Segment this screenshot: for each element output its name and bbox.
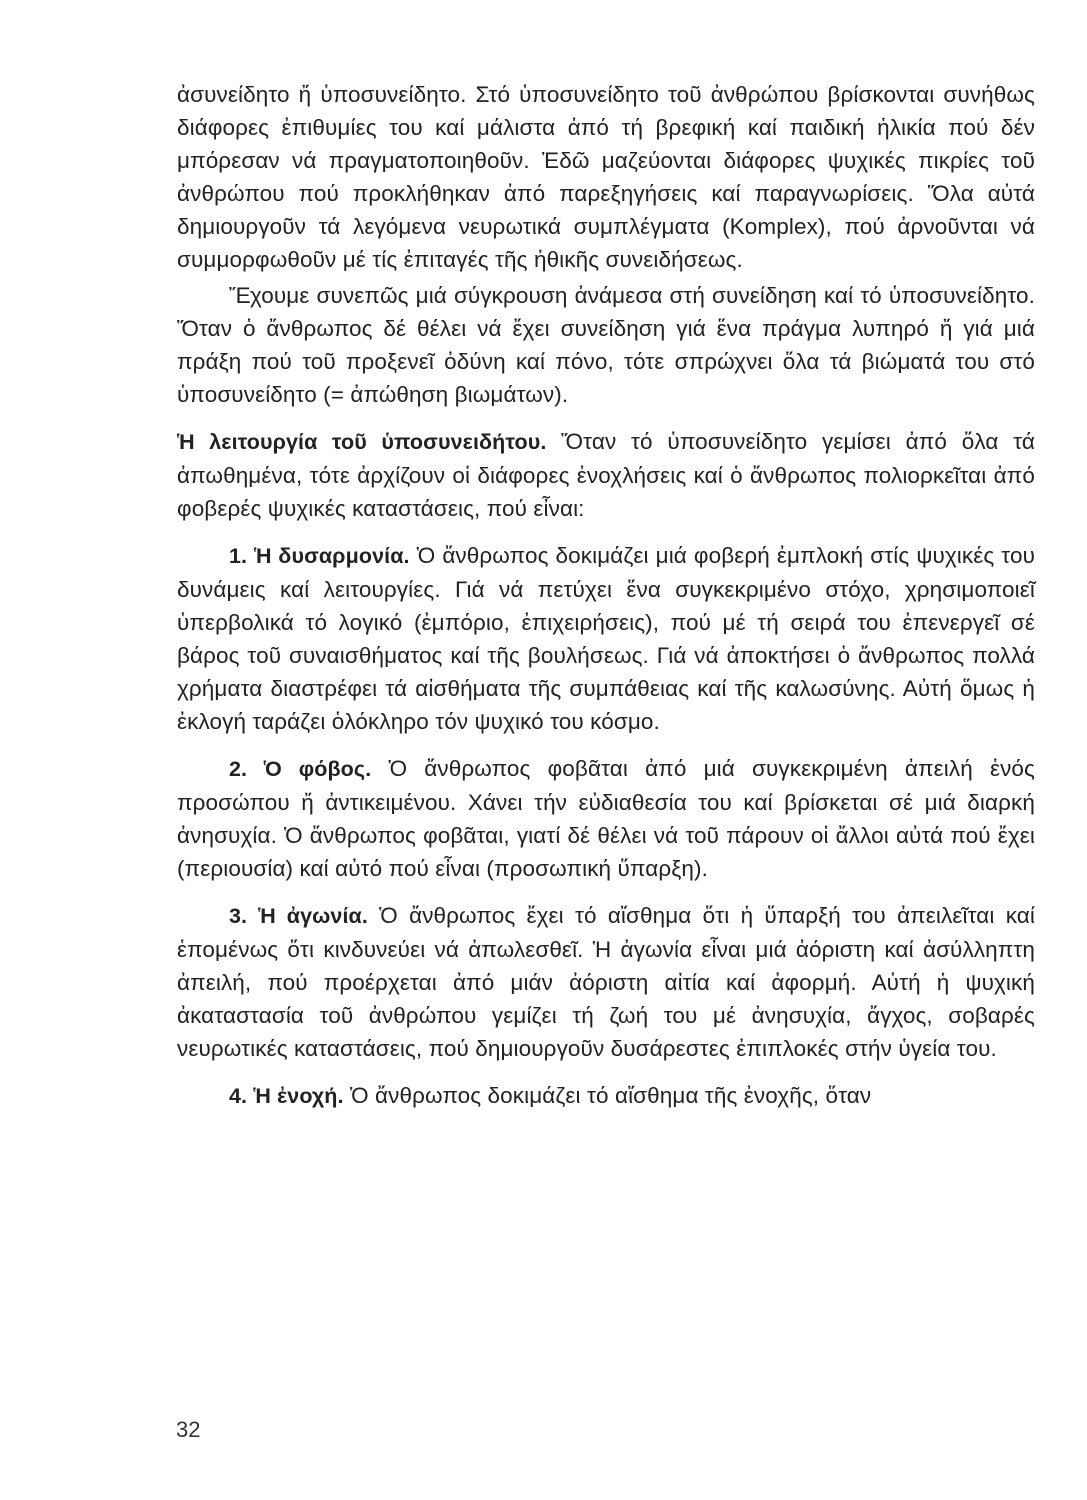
function-text: Ὅταν τό ὑποσυνείδητο γεμίσει ἀπό ὅλα τά ἀπωθημένα, τότε ἀρχίζουν οἱ διάφορες ἐνοχλήσεις καί ὁ ἄνθρωπος πολιορκεῖται ἀπό φοβερές ψυχικές καταστάσεις, πού εἶναι: bbox=[177, 429, 1035, 521]
item-enochi bbox=[177, 1079, 1035, 1113]
item-dysarmonia-text: Ὁ ἄνθρωπος δοκιμάζει μιά φοβερή ἐμπλοκή στίς ψυχικές του δυνάμεις καί λειτουργίες. Γιά νά πετύχει ἕνα συγκεκριμένο στόχο, χρησιμοποιεῖ ὑπερβολικά τό λογικό (ἐμπόριο, ἐπιχειρήσεις), πού μέ τή σειρά του ἐπενεργεῖ σέ βάρος τοῦ συναισθήματος καί τῆς βουλήσεως. Γιά νά ἀποκτήσει ὁ ἄνθρωπος πολλά χρήματα διαστρέφει τά αἰσθήματα τῆς συμπάθειας καί τῆς καλωσύνης. Αὐτή ὅμως ἡ ἐκλογή ταράζει ὁλόκληρο τόν ψυχικό του κόσμο. bbox=[177, 543, 1035, 734]
item-agonia-text: Ὁ ἄνθρωπος ἔχει τό αἴσθημα ὅτι ἡ ὕπαρξή του ἀπειλεῖται καί ἑπομένως ὅτι κινδυνεύει νά ἀπωλεσθεῖ. Ἡ ἀγωνία εἶναι μιά ἀόριστη καί ἀσύλληπτη ἀπειλή, πού προέρχεται ἀπό μιάν ἀόριστη αἰτία καί ἀφορμή. Αὐτή ἡ ψυχική ἀκαταστασία τοῦ ἀνθρώπου γεμίζει τή ζωή του μέ ἀνησυχία, ἄγχος, σοβαρές νευρωτικές καταστάσεις, πού δημιουργοῦν δυσάρεστες ἐπιπλοκές στήν ὑγεία του. bbox=[177, 903, 1035, 1061]
page-number: 32 bbox=[176, 1417, 201, 1442]
item-agonia bbox=[177, 899, 1035, 1065]
item-fobos-text: Ὁ ἄνθρωπος φοβᾶται ἀπό μιά συγκεκριμένη ἀπειλή ἑνός προσώπου ἤ ἀντικειμένου. Χάνει τήν εὐδιαθεσία του καί βρίσκεται σέ μιά διαρκή ἀνησυχία. Ὁ ἄνθρωπος φοβᾶται, γιατί δέ θέλει νά τοῦ πάρουν οἱ ἄλλοι αὐτά πού ἔχει (περιουσία) καί αὐτό πού εἶναι (προσωπική ὕπαρξη). bbox=[177, 756, 1035, 881]
item-fobos-heading: 2. Ὁ φόβος. bbox=[229, 757, 372, 781]
page-body bbox=[177, 78, 1035, 1113]
intro-paragraph-2: Ἔχουμε συνεπῶς μιά σύγκρουση ἀνάμεσα στή συνείδηση καί τό ὑποσυνείδητο. Ὅταν ὁ ἄνθρωπος δέ θέλει νά ἔχει συνείδηση γιά ἕνα πράγμα λυπηρό ἤ γιά μιά πράξη πού τοῦ προξενεῖ ὀδύνη καί πόνο, τότε σπρώχνει ὅλα τά βιώματά του στό ὑποσυνείδητο (= ἀπώθηση βιωμάτων). bbox=[177, 283, 1035, 407]
item-dysarmonia bbox=[177, 539, 1035, 738]
intro-paragraph-1: ἀσυνείδητο ἤ ὑποσυνείδητο. Στό ὑποσυνείδητο τοῦ ἀνθρώπου βρίσκονται συνήθως διάφορες ἐπιθυμίες του καί μάλιστα ἀπό τή βρεφική καί παιδική ἡλικία πού δέν μπόρεσαν νά πραγματοποιηθοῦν. Ἐδῶ μαζεύονται διάφορες ψυχικές πικρίες τοῦ ἀνθρώπου πού προκλήθηκαν ἀπό παρεξηγήσεις καί παραγνωρίσεις. Ὅλα αὐτά δημιουργοῦν τά λεγόμενα νευρωτικά συμπλέγματα (Komplex), πού ἀρνοῦνται νά συμμορφωθοῦν μέ τίς ἐπιταγές τῆς ἠθικῆς συνειδήσεως. bbox=[177, 82, 1035, 272]
item-agonia-heading: 3. Ἡ ἀγωνία. bbox=[229, 904, 368, 928]
item-enochi-text: Ὁ ἄνθρωπος δοκιμάζει τό αἴσθημα τῆς ἐνοχῆς, ὅταν bbox=[349, 1083, 872, 1108]
item-dysarmonia-heading: 1. Ἡ δυσαρμονία. bbox=[229, 544, 410, 568]
item-fobos bbox=[177, 752, 1035, 885]
item-enochi-heading: 4. Ἡ ἐνοχή. bbox=[229, 1084, 344, 1108]
function-heading: Ἡ λειτουργία τοῦ ὑποσυνειδήτου. bbox=[177, 430, 547, 454]
function-paragraph bbox=[177, 425, 1035, 525]
